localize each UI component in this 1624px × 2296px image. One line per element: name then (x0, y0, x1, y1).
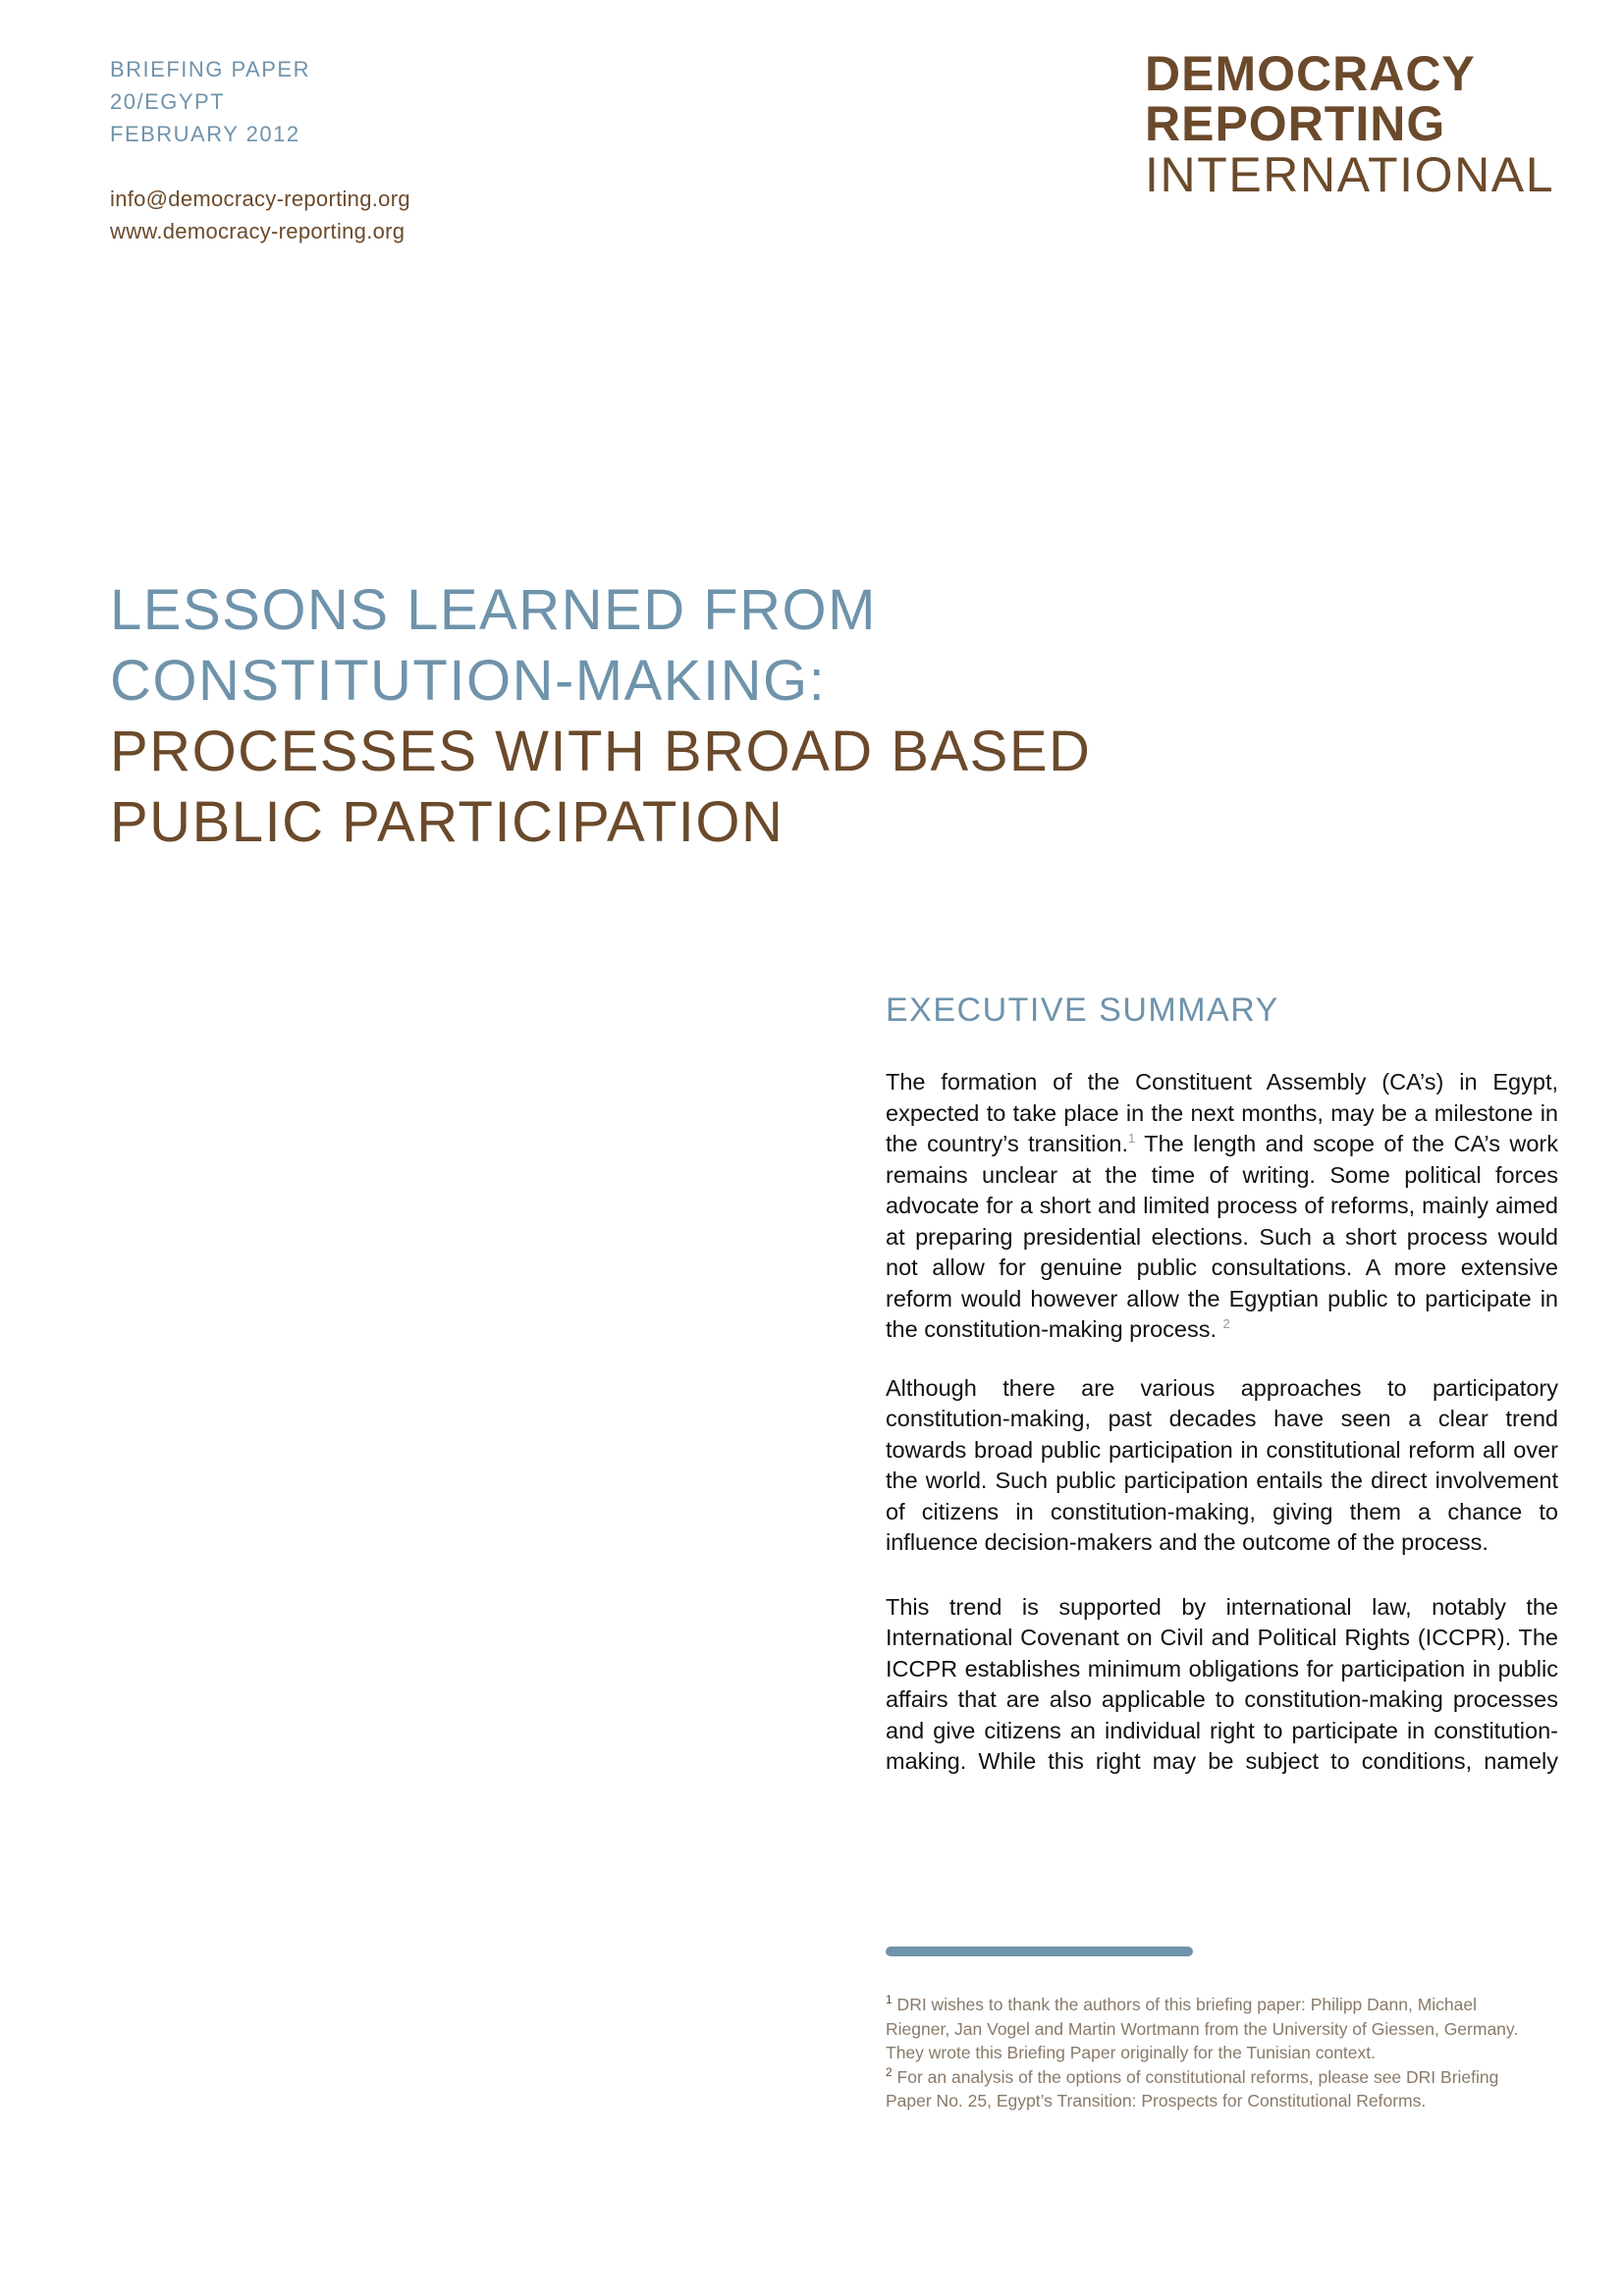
title-line-3: PROCESSES WITH BROAD BASED (110, 720, 1092, 783)
title-line-2: CONSTITUTION-MAKING: (110, 649, 827, 713)
footnote-ref-1[interactable]: 1 (1128, 1131, 1136, 1147)
summary-heading: EXECUTIVE SUMMARY (886, 991, 1279, 1029)
title-line-4: PUBLIC PARTICIPATION (110, 790, 785, 854)
summary-paragraph-1: The formation of the Constituent Assembly (CA’s) in Egypt, expected to take place in the next months, may be a milestone in the country’s transition.$^1$ The length and scope of the CA’s work remains unclear at the time of writing. Some political forces advocate for a short and limited process of reforms, mainly aimed at preparing presidential elections. Such a short process would not allow for genuine public consultations. A more extensive reform would however allow the Egyptian public to participate in the constitution-making process. $^2$ (886, 1069, 1558, 1342)
title-line-1: LESSONS LEARNED FROM (110, 578, 877, 642)
summary-paragraph-2: Although there are various approaches to participatory constitution-making, past decades have seen a clear trend towards broad public participation in constitutional reform all over the world. Such public participation entails the direct involvement of citizens in constitution-making, giving them a chance to influence decision-makers and the outcome of the process. (886, 1374, 1558, 1555)
document-title (110, 575, 1239, 858)
footnotes (886, 1993, 1534, 2113)
contact-info (110, 183, 410, 247)
dri-logo (1145, 46, 1555, 202)
executive-summary (886, 991, 1558, 1805)
paper-date: FEBRUARY 2012 (110, 122, 300, 146)
logo-line-international: INTERNATIONAL (1145, 147, 1555, 202)
summary-paragraph-3: This trend is supported by international law, notably the International Covenant on Civil and Political Rights (ICCPR). The ICCPR establishes minimum obligations for participation in public affairs that are also applicable to constitution-making processes and give citizens an individual right to participate in constitution-making. While this right may be subject to conditions, namely (886, 1593, 1558, 1774)
paper-type: BRIEFING PAPER (110, 57, 310, 81)
footnote-ref-2[interactable]: 2 (1222, 1316, 1230, 1332)
contact-email[interactable]: info@democracy-reporting.org (110, 187, 410, 211)
logo-line-reporting: REPORTING (1145, 96, 1446, 151)
paper-number: 20/EGYPT (110, 89, 226, 114)
footnote-divider (886, 1947, 1193, 1956)
contact-website[interactable]: www.democracy-reporting.org (110, 219, 406, 243)
footnote-2: $^2$ For an analysis of the options of constitutional reforms, please see DRI Briefing Paper No. 25, Egypt’s Transition: Prospects for Constitutional Reforms. (886, 2064, 1499, 2110)
paper-meta (110, 53, 310, 150)
footnote-1: $^1$ DRI wishes to thank the authors of this briefing paper: Philipp Dann, Michael Riegner, Jan Vogel and Martin Wortmann from the University of Giessen, Germany. They wrote this Briefing Paper originally for the Tunisian context. (886, 1993, 1519, 2062)
logo-line-democracy: DEMOCRACY (1145, 46, 1476, 101)
